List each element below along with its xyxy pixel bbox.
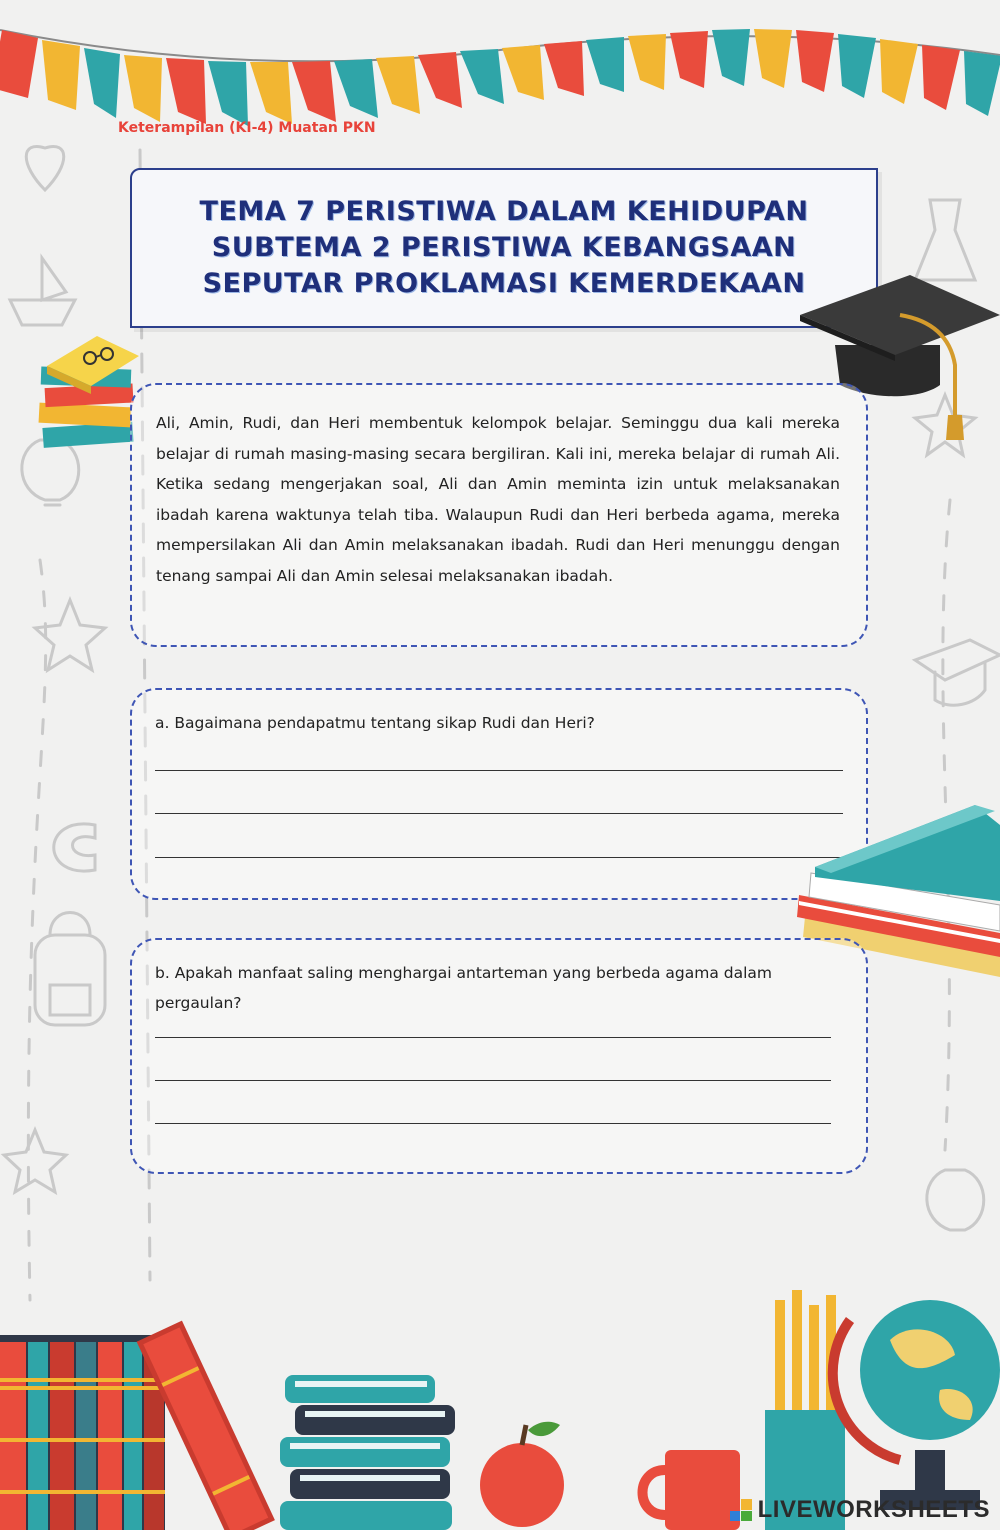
bottom-decoration xyxy=(0,1260,1000,1530)
question-a-text: a. Bagaimana pendapatmu tentang sikap Rudi dan Heri? xyxy=(155,714,595,732)
answer-b-line-2[interactable] xyxy=(155,1080,831,1081)
star-lower-left-icon xyxy=(4,1130,66,1192)
answer-a-line-2[interactable] xyxy=(155,813,843,814)
title-line-2: SUBTEMA 2 PERISTIWA KEBANGSAAN xyxy=(211,232,797,263)
bookshelf-icon xyxy=(0,1335,165,1530)
story-text: Ali, Amin, Rudi, dan Heri membentuk kelompok belajar. Seminggu dua kali mereka belajar di rumah masing-masing secara bergiliran. Kali ini, mereka belajar di rumah Ali. Ketika sedang mengerjakan soal, Ali dan Amin meminta izin untuk melaksanakan ibadah karena waktunya telah tiba. Walaupun Rudi dan Heri berbeda agama, mereka mempersilakan Ali dan Amin melaksanakan ibadah. Rudi dan Heri menunggu dengan tenang sampai Ali dan Amin selesai melaksanakan ibadah. xyxy=(156,414,840,585)
title-line-3: SEPUTAR PROKLAMASI KEMERDEKAAN xyxy=(202,268,806,299)
answer-b-line-1[interactable] xyxy=(155,1037,831,1038)
flask-doodle-icon xyxy=(915,200,975,280)
liveworksheets-watermark xyxy=(730,1496,990,1524)
books-stack-icon xyxy=(35,330,145,455)
lightbulb-right-icon xyxy=(927,1170,984,1230)
answer-b-line-3[interactable] xyxy=(155,1123,831,1124)
boat-doodle-icon xyxy=(10,258,75,325)
mug-icon xyxy=(643,1450,741,1530)
watermark-text: LIVEWORKSHEETS xyxy=(757,1496,990,1523)
liveworksheets-logo-icon xyxy=(730,1499,752,1521)
cap-doodle-icon xyxy=(915,640,1000,705)
question-b-text: b. Apakah manfaat saling menghargai antarteman yang berbeda agama dalam pergaulan? xyxy=(155,964,773,1012)
pencil-cup-icon xyxy=(765,1290,845,1530)
title-line-1: TEMA 7 PERISTIWA DALAM KEHIDUPAN xyxy=(199,196,809,227)
apple-icon xyxy=(480,1422,564,1527)
magnet-doodle-icon xyxy=(54,824,95,871)
title-box xyxy=(130,168,878,328)
heart-doodle-icon xyxy=(26,146,64,190)
answer-a-line-1[interactable] xyxy=(155,770,843,771)
globe-icon xyxy=(833,1300,1000,1510)
backpack-doodle-icon xyxy=(35,935,105,1025)
subject-label: Keterampilan (KI-4) Muatan PKN xyxy=(118,120,376,136)
answer-a-line-3[interactable] xyxy=(155,857,843,858)
books-middle-icon xyxy=(280,1375,455,1530)
